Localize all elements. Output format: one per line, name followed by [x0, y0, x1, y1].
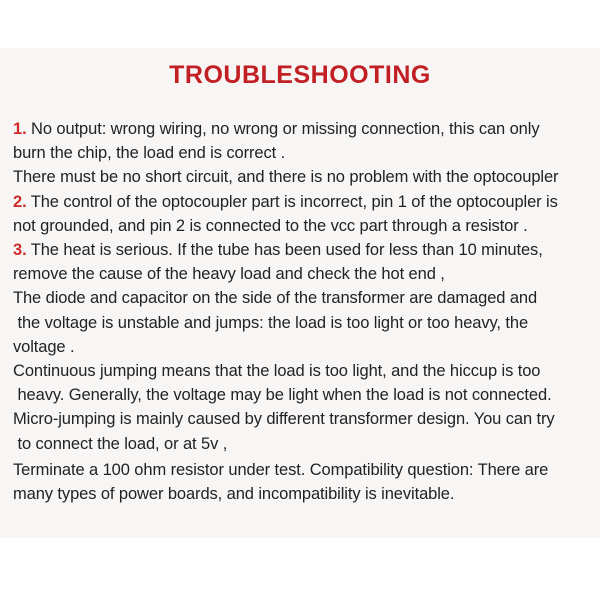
line-text: not grounded, and pin 2 is connected to the vcc part through a resistor . — [13, 216, 528, 235]
line-text: remove the cause of the heavy load and check the hot end , — [13, 265, 445, 284]
text-line — [13, 262, 592, 286]
line-text: The diode and capacitor on the side of the transformer are damaged and — [13, 289, 538, 308]
text-line — [13, 286, 592, 310]
line-text: voltage . — [13, 337, 75, 356]
text-line — [13, 141, 592, 165]
page-title: TROUBLESHOOTING — [169, 61, 431, 89]
line-text: the voltage is unstable and jumps: the load is too light or too heavy, the — [13, 313, 529, 332]
text-line — [13, 190, 592, 214]
line-text: Continuous jumping means that the load is too light, and the hiccup is too — [13, 362, 541, 381]
text-line — [13, 407, 592, 431]
line-text: There must be no short circuit, and there is no problem with the optocoupler — [13, 168, 559, 187]
text-line — [13, 214, 592, 238]
text-line — [13, 458, 592, 482]
line-text: heavy. Generally, the voltage may be light when the load is not connected. — [13, 386, 552, 405]
line-text: many types of power boards, and incompatibility is inevitable. — [13, 485, 455, 504]
line-text: Terminate a 100 ohm resistor under test. Compatibility question: There are — [13, 460, 549, 479]
text-line — [13, 311, 592, 335]
content-panel — [0, 48, 600, 538]
text-line — [13, 335, 592, 359]
list-number: 3. — [13, 241, 27, 260]
line-text: No output: wrong wiring, no wrong or missing connection, this can only — [26, 120, 540, 138]
text-line — [13, 383, 592, 407]
line-text: The control of the optocoupler part is incorrect, pin 1 of the optocoupler is — [26, 192, 558, 211]
text-line — [13, 238, 592, 262]
line-text: burn the chip, the load end is correct . — [13, 144, 286, 163]
text-line — [13, 165, 592, 189]
list-number: 2. — [13, 192, 27, 211]
text-line — [13, 117, 592, 141]
text-line — [13, 432, 592, 456]
text-line — [13, 359, 592, 383]
line-text: The heat is serious. If the tube has been used for less than 10 minutes, — [26, 241, 543, 260]
line-text: Micro-jumping is mainly caused by different transformer design. You can try — [13, 410, 555, 429]
troubleshooting-text — [13, 117, 592, 506]
line-text: to connect the load, or at 5v , — [13, 434, 228, 453]
text-line — [13, 482, 592, 506]
list-number: 1. — [13, 120, 27, 138]
